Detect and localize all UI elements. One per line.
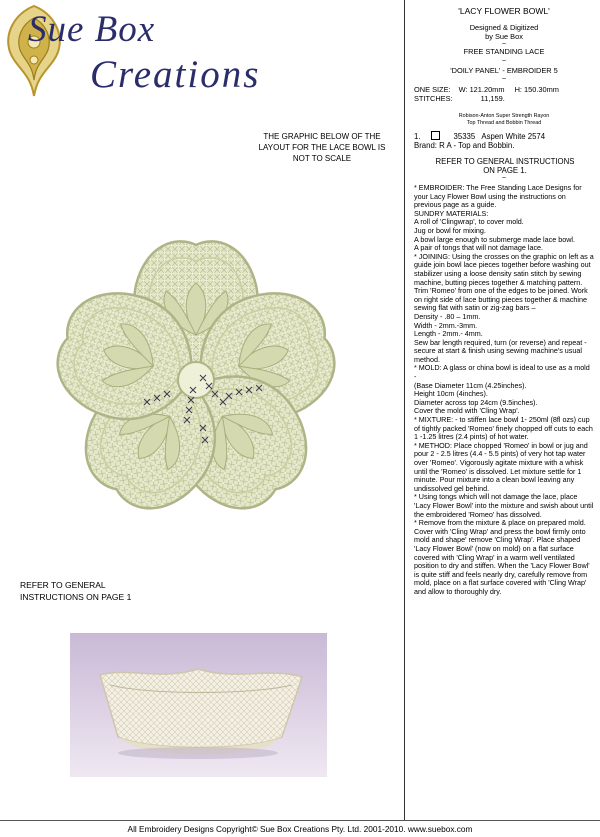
instruction-paragraph: Jug or bowl for mixing. xyxy=(414,225,486,235)
graphic-not-to-scale-note: THE GRAPHIC BELOW OF THE LAYOUT FOR THE LACE BOWL IS NOT TO SCALE xyxy=(258,132,386,163)
thread-brand: Brand: R A - Top and Bobbin. xyxy=(414,141,515,150)
lace-bowl-photo xyxy=(70,633,327,777)
color-code: 35335 xyxy=(453,132,476,141)
size-height: H: 150.30mm xyxy=(514,85,559,94)
instruction-paragraph: Density - .80 – 1mm. xyxy=(414,311,481,321)
lace-bowl-layout-diagram xyxy=(0,175,402,570)
instruction-paragraph: Cover the mold with 'Cling Wrap'. xyxy=(414,406,520,416)
instruction-paragraph: * Using tongs which will not damage the lace, place 'Lacy Flower Bowl' into the mixture and swish about until the embroidered 'Romeo' has dissolved. xyxy=(414,492,594,519)
separator-tilde: ~ xyxy=(501,74,507,83)
instruction-paragraph: Height 10cm (4inches). xyxy=(414,389,488,399)
logo-text-line2: Creations xyxy=(90,53,261,96)
instruction-paragraph: * MIXTURE: - to stiffen lace bowl 1- 250ml (8fl ozs) cup of tightly packed 'Romeo' finely chopped off cuts to each 1 -1.25 litres (2.4 pints) of hot water. xyxy=(414,415,593,442)
thread-line1: Robison-Anton Super Strength Rayon xyxy=(458,113,550,119)
refer-general-instructions-right: REFER TO GENERAL INSTRUCTIONS ON PAGE 1. xyxy=(435,157,575,175)
size-label: ONE SIZE: xyxy=(414,85,451,94)
logo-text-line1: Sue Box xyxy=(28,9,156,50)
instruction-paragraph: A pair of tongs that will not damage lace. xyxy=(414,243,544,253)
designed-label: Designed & Digitized xyxy=(469,23,539,32)
instructions-body xyxy=(414,184,594,597)
instruction-paragraph: A roll of 'Clingwrap', to cover mold. xyxy=(414,217,524,227)
instruction-paragraph: Length - 2mm.- 4mm. xyxy=(414,329,483,339)
separator-tilde: ~ xyxy=(501,56,507,65)
color-checkbox[interactable] xyxy=(431,131,440,140)
panel-label: 'DOILY PANEL' - EMBROIDER 5 xyxy=(450,66,558,75)
instruction-paragraph: * Remove from the mixture & place on prepared mold. Cover with 'Cling Wrap' and press the bowl firmly onto mold and shape' remove 'Cling Wrap'. Place shaped 'Lacy Flower Bowl' (now on mold) on a flat surface covered with 'Cling Wrap' in a warm well ventilated position to dry and stiffen. When the 'Lacy Flower Bowl' is quite stiff and feels nearly dry, carefully remove from mold, place on a flat surface covered with 'Cling Wrap' and allow to thoroughly dry. xyxy=(414,518,590,596)
stitches-row xyxy=(414,95,594,103)
instruction-paragraph: Sew bar length required, turn (or reverse) and repeat - secure at start & finish using sewing machine's usual method. xyxy=(414,337,587,364)
instruction-paragraph: Width - 2mm.-3mm. xyxy=(414,320,478,330)
stitches-value: 11,159. xyxy=(480,94,505,103)
refer-general-instructions-left: REFER TO GENERAL INSTRUCTIONS ON PAGE 1 xyxy=(20,580,132,602)
design-title: 'LACY FLOWER BOWL' xyxy=(458,6,550,16)
instruction-paragraph: * METHOD: Place chopped 'Romeo' in bowl or jug and pour 2 - 2.5 litres (4.4 - 5.5 pints) of very hot tap water over 'Romeo'. Vigorously agitate mixture with a whisk until the 'Romeo' is dissolved. Let mixture settle for 1 minute. Pour mixture into a clean bowl leaving any undissolved gel behind. xyxy=(414,440,588,493)
color-name: Aspen White 2574 xyxy=(481,132,546,141)
stitches-label: STITCHES: xyxy=(414,94,453,103)
instruction-paragraph: Diameter across top 24cm (9.5inches). xyxy=(414,397,538,407)
thread-line2: Top Thread and Bobbin Thread xyxy=(466,120,542,126)
separator-tilde: ~ xyxy=(501,39,507,48)
column-divider xyxy=(404,0,405,820)
copyright-footer: All Embroidery Designs Copyright© Sue Box Creations Pty. Ltd. 2001-2010. www.suebox.com xyxy=(127,824,473,834)
instruction-paragraph: * JOINING: Using the crosses on the graphic on left as a guide join bowl lace pieces together before washing out stabilizer using a loose density satin stitch by sewing machine, butting pieces together & matching pattern. Trim 'Romeo' from one of the edges to be joined. Work on right side of lace butting pieces together & machine sewing flat with satin or zig-zag bars – xyxy=(414,251,594,313)
footer-divider xyxy=(0,820,600,821)
instruction-paragraph: SUNDRY MATERIALS: xyxy=(414,208,489,218)
instruction-paragraph: (Base Diameter 11cm (4.25inches). xyxy=(414,380,527,390)
instruction-paragraph: * MOLD: A glass or china bowl is ideal to use as a mold - xyxy=(414,363,590,382)
instruction-paragraph: * EMBROIDER: The Free Standing Lace Designs for your Lacy Flower Bowl using the instructions on previous page as a guide. xyxy=(414,183,582,210)
technique-label: FREE STANDING LACE xyxy=(463,47,545,56)
color-number: 1. xyxy=(414,132,421,141)
size-width: W: 121.20mm xyxy=(458,85,505,94)
color-row xyxy=(414,131,594,141)
instruction-paragraph: A bowl large enough to submerge made lace bowl. xyxy=(414,234,576,244)
designer-name: by Sue Box xyxy=(485,32,523,41)
separator-tilde: ~ xyxy=(501,173,507,182)
